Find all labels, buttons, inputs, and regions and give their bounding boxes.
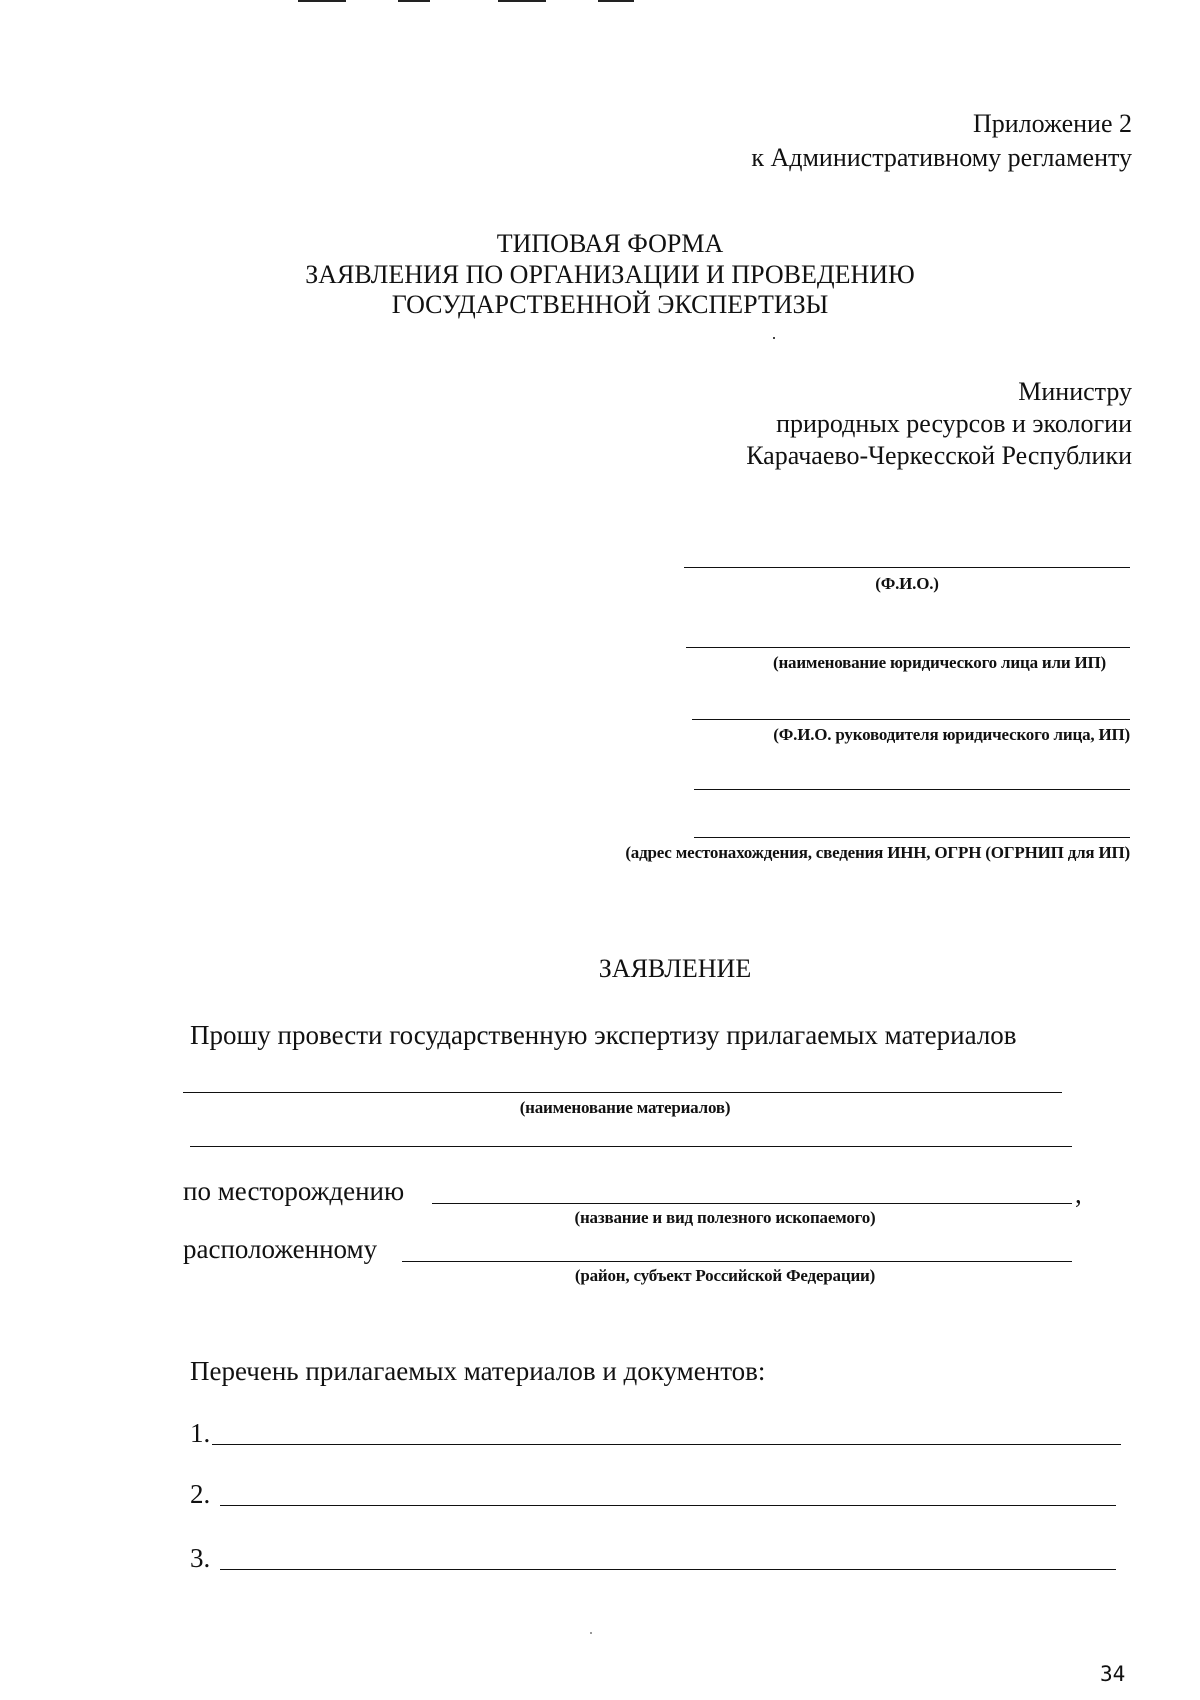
- attachment-item-number: 3.: [190, 1543, 211, 1573]
- form-title-line-2: ЗАЯВЛЕНИЯ ПО ОРГАНИЗАЦИИ И ПРОВЕДЕНИЮ: [305, 260, 915, 289]
- attachment-line: [212, 1444, 1121, 1445]
- deposit-comma: ,: [1075, 1179, 1082, 1209]
- scan-artifact: [598, 0, 634, 2]
- location-label: расположенному: [183, 1234, 378, 1264]
- appendix-number: Приложение 2: [972, 109, 1132, 138]
- attachment-line: [220, 1569, 1116, 1570]
- fio-caption: (Ф.И.О.): [875, 574, 939, 593]
- addressee-title: Министру: [1018, 377, 1132, 406]
- scan-artifact: [298, 0, 346, 2]
- materials-line-2: [190, 1146, 1072, 1147]
- org-name-line: [686, 647, 1130, 648]
- attachment-line: [220, 1505, 1116, 1506]
- address-line-2: [694, 837, 1130, 838]
- appendix-reference: к Административному регламенту: [751, 143, 1132, 172]
- scan-artifact: [398, 0, 430, 2]
- location-line: [402, 1261, 1072, 1262]
- page-number: 34: [1100, 1662, 1126, 1686]
- head-fio-caption: (Ф.И.О. руководителя юридического лица, ИП): [773, 725, 1130, 744]
- materials-caption: (наименование материалов): [519, 1098, 731, 1117]
- scan-dot: [773, 337, 775, 339]
- form-title-line-1: ТИПОВАЯ ФОРМА: [496, 229, 724, 258]
- materials-line: [183, 1092, 1062, 1093]
- address-line-1: [694, 789, 1130, 790]
- org-name-caption: (наименование юридического лица или ИП): [772, 653, 1106, 672]
- deposit-caption: (название и вид полезного ископаемого): [574, 1208, 876, 1227]
- request-text: Прошу провести государственную экспертизу прилагаемых материалов: [190, 1020, 1017, 1050]
- attachment-item-number: 1.: [190, 1418, 211, 1448]
- form-title-line-3: ГОСУДАРСТВЕННОЙ ЭКСПЕРТИЗЫ: [391, 290, 829, 319]
- fio-line: [684, 567, 1130, 568]
- addressee-republic: Карачаево-Черкесской Республики: [746, 441, 1132, 470]
- head-fio-line: [692, 719, 1130, 720]
- attachment-item-number: 2.: [190, 1479, 211, 1509]
- attachments-heading: Перечень прилагаемых материалов и документов:: [190, 1356, 766, 1386]
- deposit-line: [432, 1203, 1072, 1204]
- address-caption: (адрес местонахождения, сведения ИНН, ОГРН (ОГРНИП для ИП): [625, 843, 1130, 862]
- addressee-ministry: природных ресурсов и экологии: [776, 409, 1132, 438]
- location-caption: (район, субъект Российской Федерации): [574, 1266, 876, 1285]
- scan-artifact: [498, 0, 546, 2]
- deposit-label: по месторождению: [183, 1176, 405, 1206]
- scan-dot: [590, 1632, 592, 1634]
- statement-title: ЗАЯВЛЕНИЕ: [598, 954, 752, 983]
